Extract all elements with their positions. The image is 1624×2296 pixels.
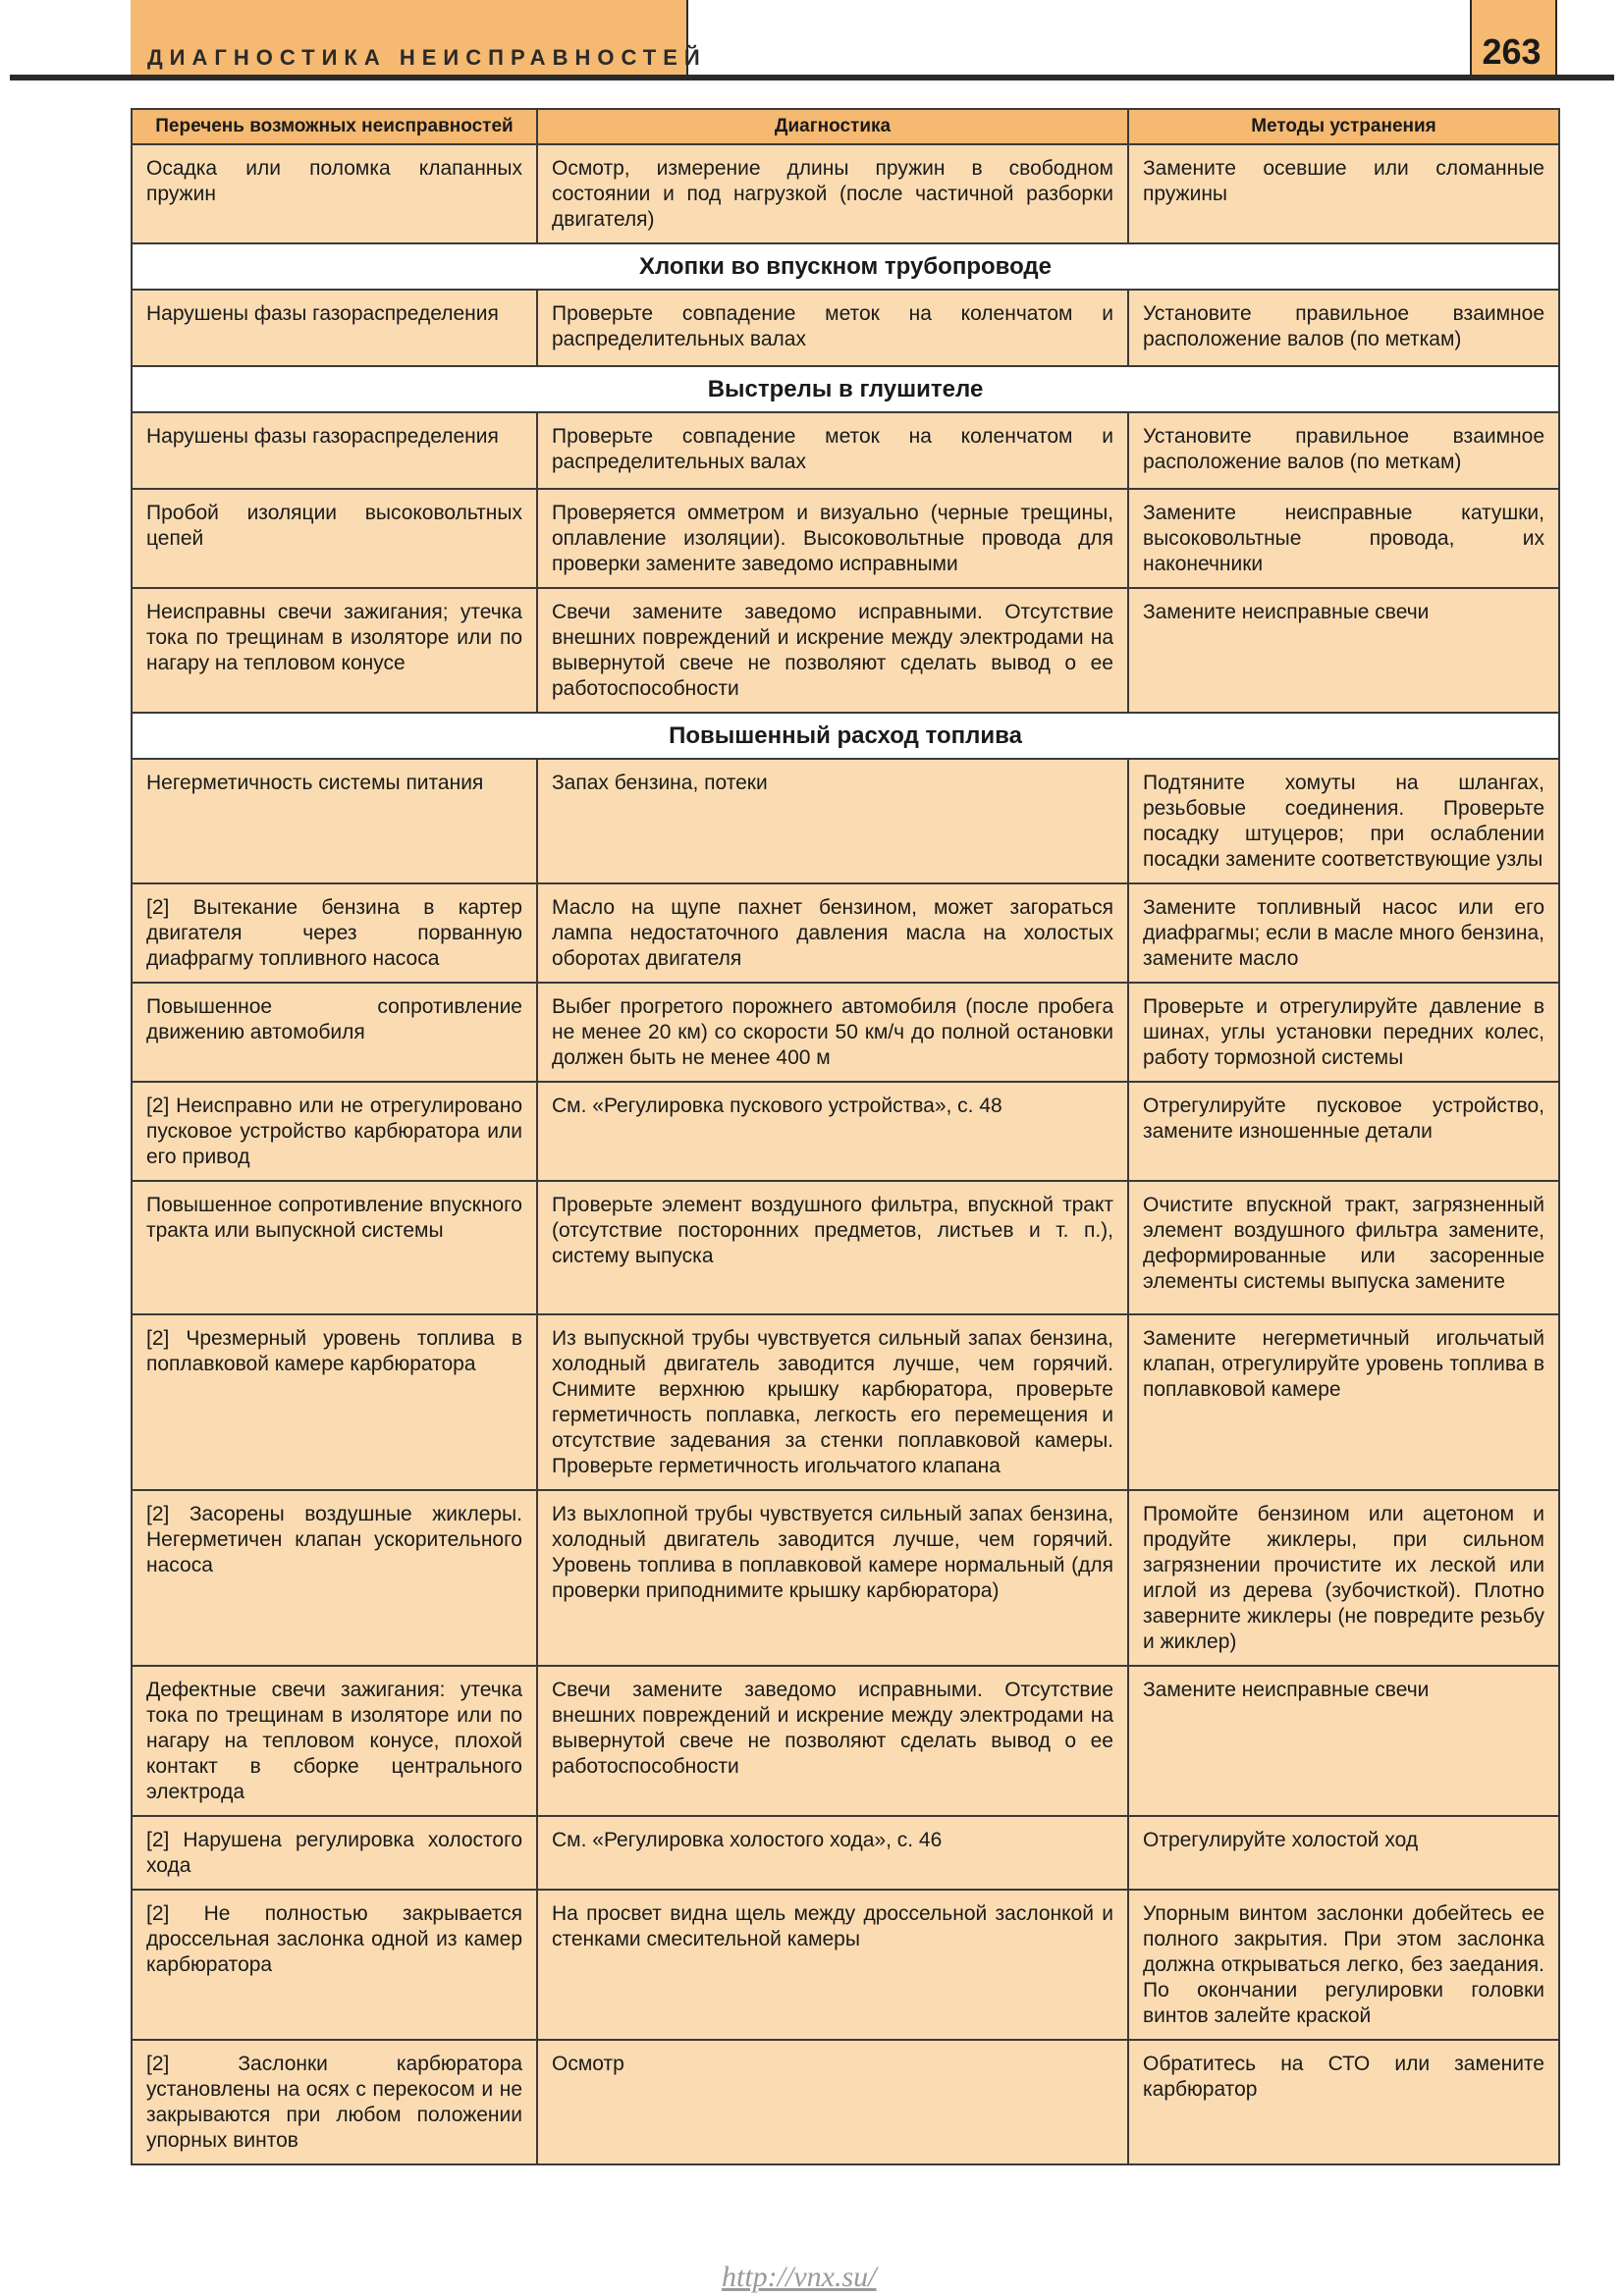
remedy-cell: Замените топливный насос или его диафрагмы; если в масле много бензина, замените масло	[1128, 883, 1559, 983]
fault-cell: Осадка или поломка клапанных пружин	[132, 144, 537, 243]
column-header-remedies: Методы устранения	[1128, 109, 1559, 144]
diagnostics-cell: Из выхлопной трубы чувствуется сильный запах бензина, холодный двигатель заводится лучше, чем горячий. Уровень топлива в поплавковой камере нормальный (для проверки приподнимите крышку карбюратора)	[537, 1490, 1128, 1666]
remedy-cell: Замените негерметичный игольчатый клапан, отрегулируйте уровень топлива в поплавковой камере	[1128, 1314, 1559, 1490]
diagnostics-cell: Проверьте совпадение меток на коленчатом и распределительных валах	[537, 412, 1128, 489]
table-row	[132, 883, 1559, 983]
footer-link[interactable]: http://vnx.su/	[722, 2261, 877, 2293]
table-row	[132, 1490, 1559, 1666]
fault-cell: [2] Вытекание бензина в картер двигателя через порванную диафрагму топливного насоса	[132, 883, 537, 983]
diagnostics-cell: Свечи замените заведомо исправными. Отсутствие внешних повреждений и искрение между электродами на вывернутой свече не позволяют сделать вывод о ее работоспособности	[537, 588, 1128, 713]
remedy-cell: Установите правильное взаимное расположение валов (по меткам)	[1128, 290, 1559, 366]
section-title: ДИАГНОСТИКА НЕИСПРАВНОСТЕЙ	[147, 45, 707, 70]
diagnostics-cell: Проверяется омметром и визуально (черные трещины, оплавление изоляции). Высоковольтные провода для проверки замените заведомо исправными	[537, 489, 1128, 588]
fault-cell: Дефектные свечи зажигания: утечка тока по трещинам в изоляторе или по нагару на тепловом конусе, плохой контакт в сборке центрального электрода	[132, 1666, 537, 1816]
column-header-faults: Перечень возможных неисправностей	[132, 109, 537, 144]
diagnostics-table	[131, 108, 1560, 2165]
remedy-cell: Замените неисправные свечи	[1128, 1666, 1559, 1816]
fault-cell: [2] Нарушена регулировка холостого хода	[132, 1816, 537, 1890]
table-row	[132, 1181, 1559, 1314]
table-row	[132, 1666, 1559, 1816]
remedy-cell: Проверьте и отрегулируйте давление в шинах, углы установки передних колес, работу тормозной системы	[1128, 983, 1559, 1082]
table-row	[132, 489, 1559, 588]
remedy-cell: Замените неисправные катушки, высоковольтные провода, их наконечники	[1128, 489, 1559, 588]
table-header-row	[132, 109, 1559, 144]
remedy-cell: Упорным винтом заслонки добейтесь ее полного закрытия. При этом заслонка должна открываться легко, без заедания. По окончании регулировки головки винтов залейте краской	[1128, 1890, 1559, 2040]
fault-cell: [2] Заслонки карбюратора установлены на осях с перекосом и не закрываются при любом положении упорных винтов	[132, 2040, 537, 2164]
table-row	[132, 983, 1559, 1082]
diagnostics-cell: Масло на щупе пахнет бензином, может загораться лампа недостаточного давления масла на холостых оборотах двигателя	[537, 883, 1128, 983]
fault-cell: Негерметичность системы питания	[132, 759, 537, 883]
fault-cell: Пробой изоляции высоковольтных цепей	[132, 489, 537, 588]
diagnostics-cell: Запах бензина, потеки	[537, 759, 1128, 883]
section-heading: Выстрелы в глушителе	[132, 366, 1559, 412]
table-row	[132, 290, 1559, 366]
header-rule	[10, 75, 1614, 80]
remedy-cell: Установите правильное взаимное расположение валов (по меткам)	[1128, 412, 1559, 489]
table-row	[132, 759, 1559, 883]
remedy-cell: Промойте бензином или ацетоном и продуйте жиклеры, при сильном загрязнении прочистите их леской или иглой из дерева (зубочисткой). Плотно заверните жиклеры (не повредите резьбу и жиклер)	[1128, 1490, 1559, 1666]
fault-cell: [2] Засорены воздушные жиклеры. Негерметичен клапан ускорительного насоса	[132, 1490, 537, 1666]
diagnostics-cell: Выбег прогретого порожнего автомобиля (после пробега не менее 20 км) со скорости 50 км/ч до полной остановки должен быть не менее 400 м	[537, 983, 1128, 1082]
diagnostics-cell: Осмотр	[537, 2040, 1128, 2164]
table-row	[132, 1314, 1559, 1490]
diagnostics-cell: Из выпускной трубы чувствуется сильный запах бензина, холодный двигатель заводится лучше, чем горячий. Снимите верхнюю крышку карбюратора, проверьте герметичность поплавка, легкость его перемещения и отсутствие задевания за стенки поплавковой камеры. Проверьте герметичность игольчатого клапана	[537, 1314, 1128, 1490]
fault-cell: Нарушены фазы газораспределения	[132, 412, 537, 489]
section-heading: Хлопки во впускном трубопроводе	[132, 243, 1559, 290]
remedy-cell: Очистите впускной тракт, загрязненный элемент воздушного фильтра замените, деформированные или засоренные элементы системы выпуска замените	[1128, 1181, 1559, 1314]
page-number: 263	[1482, 31, 1542, 72]
fault-cell: [2] Не полностью закрывается дроссельная заслонка одной из камер карбюратора	[132, 1890, 537, 2040]
table-body	[132, 144, 1559, 2164]
section-heading-row	[132, 366, 1559, 412]
section-heading-row	[132, 713, 1559, 759]
fault-cell: Нарушены фазы газораспределения	[132, 290, 537, 366]
table-row	[132, 1082, 1559, 1181]
remedy-cell: Подтяните хомуты на шлангах, резьбовые соединения. Проверьте посадку штуцеров; при ослаблении посадки замените соответствующие узлы	[1128, 759, 1559, 883]
diagnostics-cell: Свечи замените заведомо исправными. Отсутствие внешних повреждений и искрение между электродами на вывернутой свече не позволяют сделать вывод о ее работоспособности	[537, 1666, 1128, 1816]
table-row	[132, 588, 1559, 713]
remedy-cell: Замените осевшие или сломанные пружины	[1128, 144, 1559, 243]
table-row	[132, 1890, 1559, 2040]
remedy-cell: Замените неисправные свечи	[1128, 588, 1559, 713]
table-row	[132, 2040, 1559, 2164]
diagnostics-cell: См. «Регулировка пускового устройства», с. 48	[537, 1082, 1128, 1181]
diagnostics-cell: Осмотр, измерение длины пружин в свободном состоянии и под нагрузкой (после частичной разборки двигателя)	[537, 144, 1128, 243]
fault-cell: Повышенное сопротивление движению автомобиля	[132, 983, 537, 1082]
fault-cell: Неисправны свечи зажигания; утечка тока по трещинам в изоляторе или по нагару на тепловом конусе	[132, 588, 537, 713]
remedy-cell: Обратитесь на СТО или замените карбюратор	[1128, 2040, 1559, 2164]
fault-cell: [2] Неисправно или не отрегулировано пусковое устройство карбюратора или его привод	[132, 1082, 537, 1181]
fault-cell: [2] Чрезмерный уровень топлива в поплавковой камере карбюратора	[132, 1314, 537, 1490]
remedy-cell: Отрегулируйте пусковое устройство, замените изношенные детали	[1128, 1082, 1559, 1181]
remedy-cell: Отрегулируйте холостой ход	[1128, 1816, 1559, 1890]
diagnostics-cell: См. «Регулировка холостого хода», с. 46	[537, 1816, 1128, 1890]
table-row	[132, 1816, 1559, 1890]
table-row	[132, 412, 1559, 489]
diagnostics-cell: На просвет видна щель между дроссельной заслонкой и стенками смесительной камеры	[537, 1890, 1128, 2040]
section-heading-row	[132, 243, 1559, 290]
diagnostics-cell: Проверьте совпадение меток на коленчатом и распределительных валах	[537, 290, 1128, 366]
table-row	[132, 144, 1559, 243]
column-header-diagnostics: Диагностика	[537, 109, 1128, 144]
fault-cell: Повышенное сопротивление впускного тракта или выпускной системы	[132, 1181, 537, 1314]
diagnostics-cell: Проверьте элемент воздушного фильтра, впускной тракт (отсутствие посторонних предметов, листьев и т. п.), систему выпуска	[537, 1181, 1128, 1314]
section-heading: Повышенный расход топлива	[132, 713, 1559, 759]
